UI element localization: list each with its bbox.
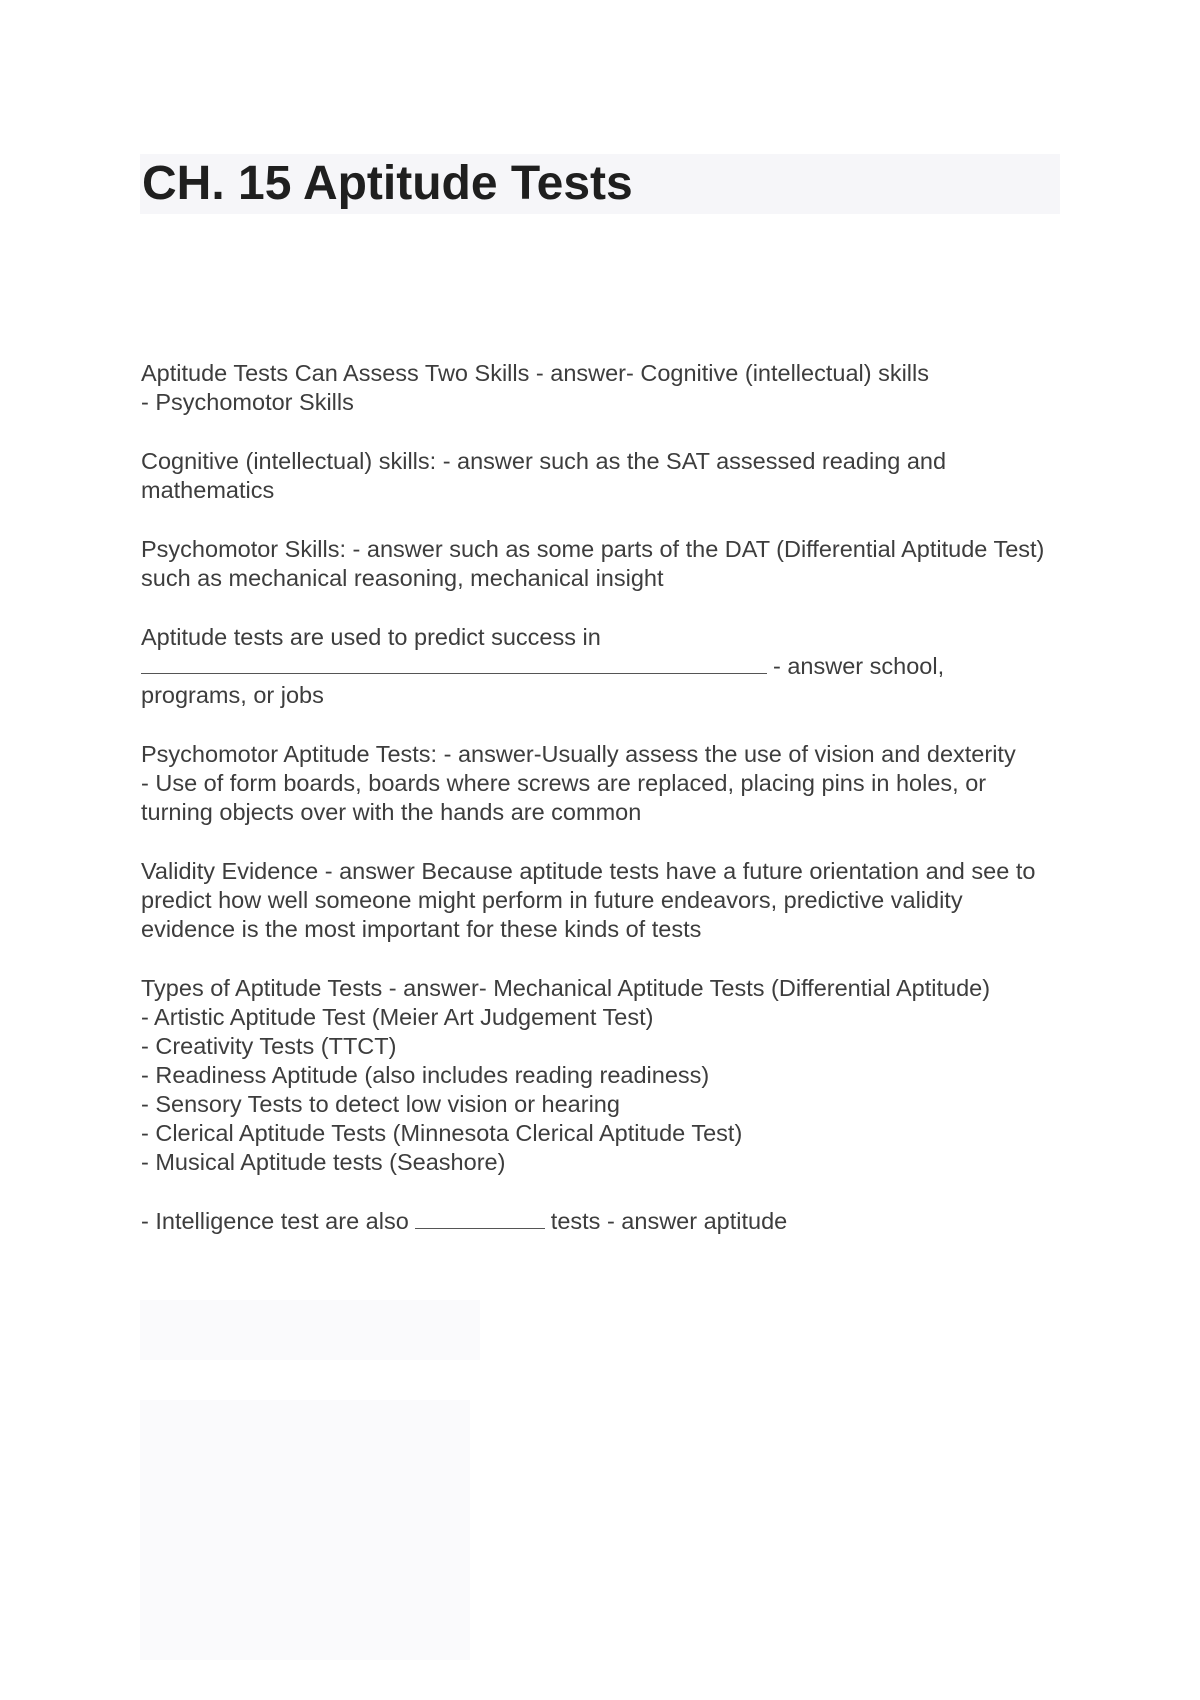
- card-line-with-blank: [141, 1207, 1061, 1236]
- flashcard: [141, 447, 1061, 505]
- card-line: - Psychomotor Skills: [141, 389, 354, 415]
- card-line: - Creativity Tests (TTCT): [141, 1033, 397, 1059]
- flashcard: [141, 359, 1061, 417]
- faint-highlight-block: [140, 1400, 470, 1660]
- card-line-with-blank: [141, 652, 1061, 681]
- fill-in-blank: [415, 1208, 545, 1229]
- card-line: such as mechanical reasoning, mechanical insight: [141, 565, 664, 591]
- card-line: Psychomotor Skills: - answer such as some parts of the DAT (Differential Aptitude Test): [141, 536, 1045, 562]
- card-answer-text: tests - answer aptitude: [550, 1208, 788, 1234]
- card-line: programs, or jobs: [141, 682, 324, 708]
- card-line: evidence is the most important for these kinds of tests: [141, 916, 702, 942]
- page-title: CH. 15 Aptitude Tests: [142, 157, 633, 210]
- card-line: - Sensory Tests to detect low vision or hearing: [141, 1091, 620, 1117]
- flashcard: [141, 857, 1061, 944]
- card-line: mathematics: [141, 477, 275, 503]
- fill-in-blank: [141, 653, 767, 674]
- faint-highlight-block: [140, 1300, 480, 1360]
- card-line: Types of Aptitude Tests - answer- Mechanical Aptitude Tests (Differential Aptitude): [141, 975, 991, 1001]
- flashcard: [141, 740, 1061, 827]
- flashcard-list: [141, 359, 1061, 1266]
- card-line: Aptitude Tests Can Assess Two Skills - answer- Cognitive (intellectual) skills: [141, 360, 929, 386]
- card-line: Psychomotor Aptitude Tests: - answer-Usually assess the use of vision and dexterity: [141, 741, 1016, 767]
- card-line: predict how well someone might perform in future endeavors, predictive validity: [141, 887, 963, 913]
- card-line: - Clerical Aptitude Tests (Minnesota Clerical Aptitude Test): [141, 1120, 743, 1146]
- flashcard: [141, 623, 1061, 710]
- card-line: - Artistic Aptitude Test (Meier Art Judgement Test): [141, 1004, 654, 1030]
- card-answer-text: - answer school,: [773, 653, 945, 679]
- card-line: - Musical Aptitude tests (Seashore): [141, 1149, 506, 1175]
- card-question-text: - Intelligence test are also: [141, 1208, 409, 1234]
- card-line: Aptitude tests are used to predict success in: [141, 624, 601, 650]
- card-line: turning objects over with the hands are common: [141, 799, 642, 825]
- flashcard: [141, 1207, 1061, 1236]
- card-line: Cognitive (intellectual) skills: - answer such as the SAT assessed reading and: [141, 448, 947, 474]
- card-line: - Readiness Aptitude (also includes reading readiness): [141, 1062, 710, 1088]
- flashcard: [141, 535, 1061, 593]
- flashcard: [141, 974, 1061, 1177]
- card-line: Validity Evidence - answer Because aptitude tests have a future orientation and see to: [141, 858, 1036, 884]
- card-line: - Use of form boards, boards where screws are replaced, placing pins in holes, or: [141, 770, 987, 796]
